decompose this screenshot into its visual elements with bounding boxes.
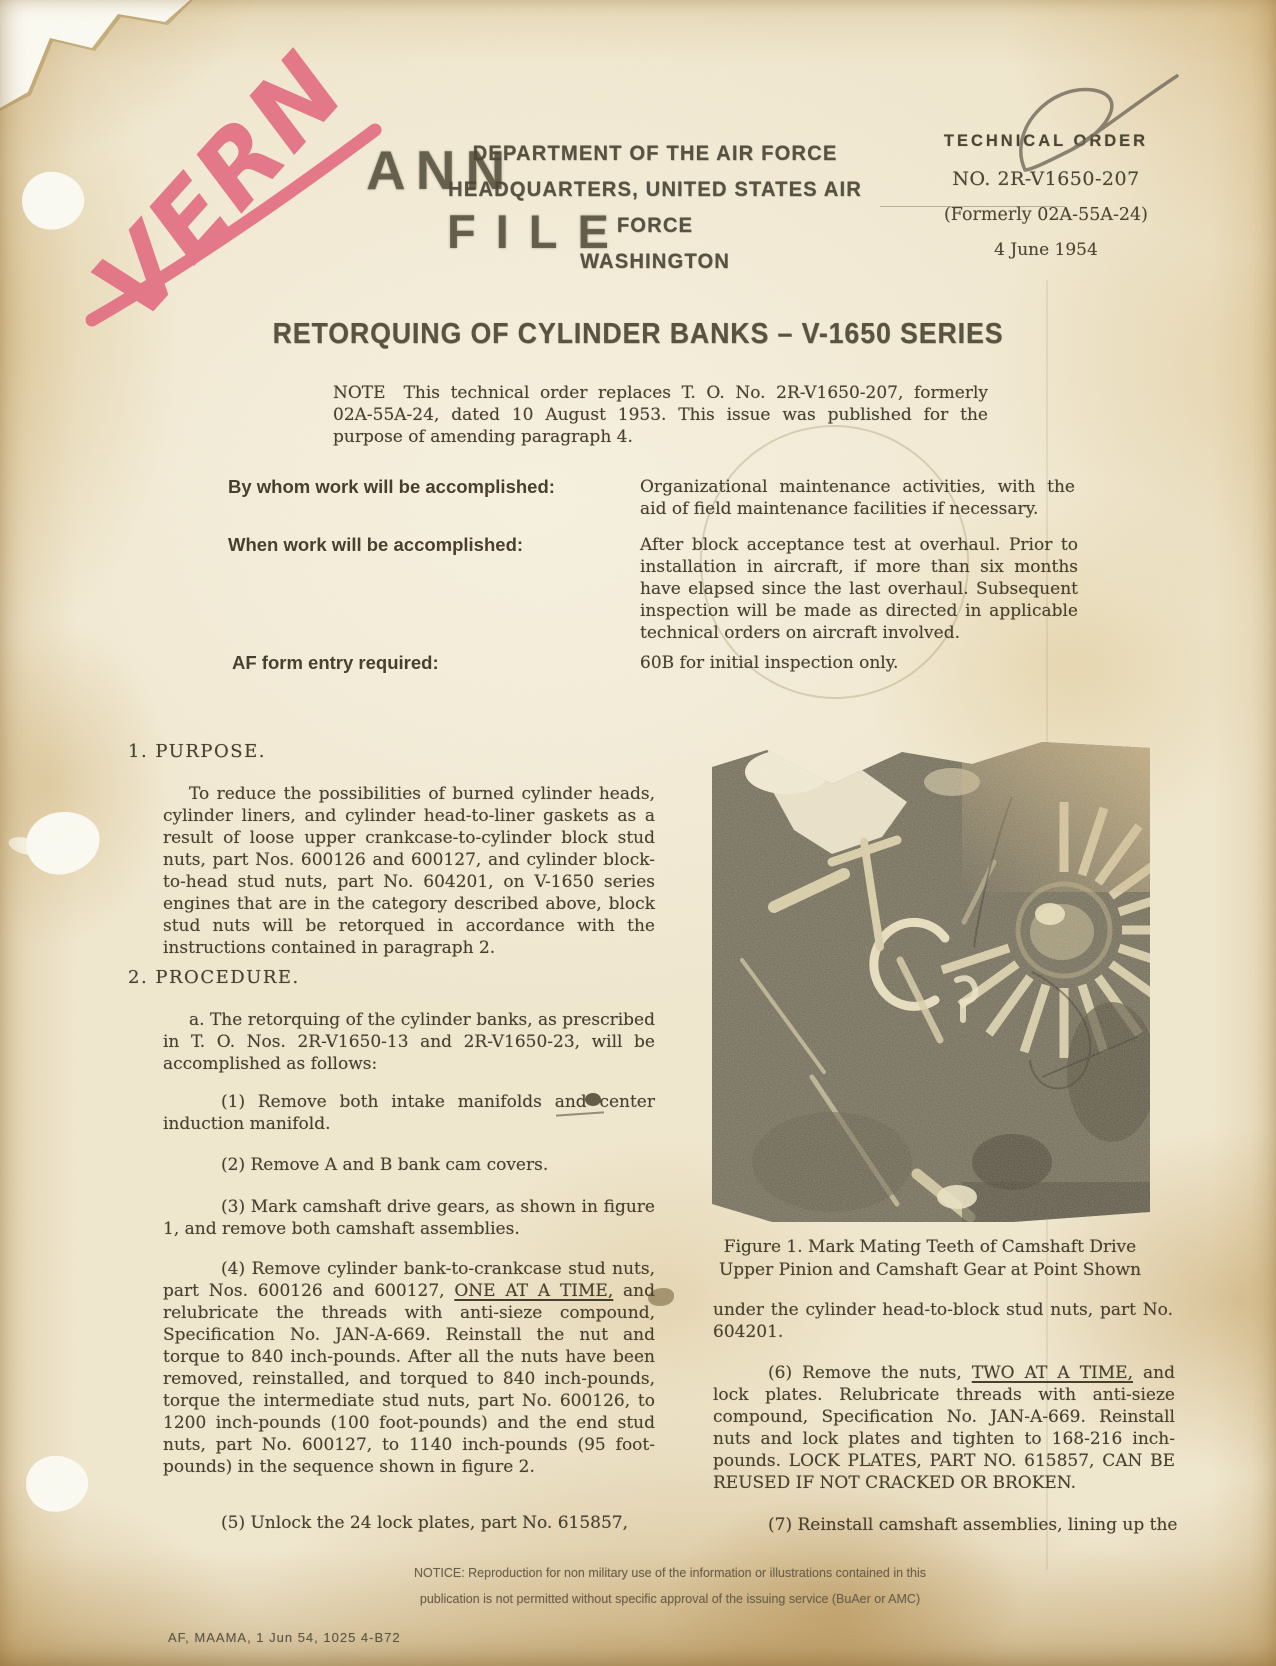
figure-1-photo: [712, 742, 1150, 1222]
procedure-step-7: (7) Reinstall camshaft assemblies, lining up the: [768, 1515, 1178, 1535]
technical-order-formerly: (Formerly 02A-55A-24): [943, 205, 1148, 225]
purpose-heading: 1. PURPOSE.: [128, 741, 266, 762]
procedure-step-2: (2) Remove A and B bank cam covers.: [221, 1155, 549, 1175]
punch-hole-bottom: [23, 1453, 91, 1515]
note-label: NOTE: [333, 383, 386, 403]
vern-text: VERN: [70, 30, 368, 343]
page-title: RETORQUING OF CYLINDER BANKS – V-1650 SERIES: [272, 318, 1004, 350]
procedure-intro: a. The retorquing of the cylinder banks, as prescribed in T. O. Nos. 2R-V1650-13 and 2R-V1650-23, will be accomplished as follows:: [163, 1010, 655, 1074]
letterhead: [429, 136, 880, 280]
procedure-step-3: (3) Mark camshaft drive gears, as shown in figure 1, and remove both camshaft assemblies.: [163, 1197, 655, 1239]
technical-order-label: TECHNICAL ORDER: [943, 132, 1149, 150]
info-label-when: When work will be accomplished:: [228, 534, 524, 555]
procedure-step-1: (1) Remove both intake manifolds and center induction manifold.: [163, 1092, 655, 1134]
notice-line-1: NOTICE: Reproduction for non military use of the information or illustrations contained in this: [413, 1566, 927, 1580]
letterhead-line-2: HEADQUARTERS, UNITED STATES AIR FORCE: [448, 178, 862, 237]
reproduction-notice: [360, 1560, 980, 1612]
figure-caption: [690, 1236, 1170, 1281]
pen-scribble: [1005, 70, 1195, 188]
procedure-heading: 2. PROCEDURE.: [128, 967, 300, 988]
file-stamp-file: FILE: [447, 205, 629, 258]
letterhead-line-3: WASHINGTON: [579, 250, 731, 273]
punch-hole-middle: [22, 807, 104, 879]
step-5-continuation: under the cylinder head-to-block stud nuts, part No. 604201.: [713, 1300, 1173, 1342]
info-label-af-form: AF form entry required:: [232, 652, 439, 673]
info-value-af-form: 60B for initial inspection only.: [640, 653, 899, 673]
print-imprint: AF, MAAMA, 1 Jun 54, 1025 4-B72: [168, 1630, 401, 1645]
purpose-paragraph: To reduce the possibilities of burned cylinder heads, cylinder liners, and cylinder head-to-liner gaskets as a result of loose upper crankcase-to-cylinder block stud nuts, part Nos. 600126 and 600127, and cylinder block-to-head stud nuts, part No. 604201, on V-1650 series engines that are in the category described above, block stud nuts will be retorqued in accordance with the instructions contained in paragraph 2.: [163, 784, 655, 958]
info-value-by-whom: Organizational maintenance activities, with the aid of field maintenance facilities if necessary.: [640, 477, 1075, 519]
step-4-text: (4) Remove cylinder bank-to-crankcase stud nuts, part Nos. 600126 and 600127,: [163, 1259, 655, 1301]
procedure-step-6: [713, 1362, 1175, 1494]
step-6-text: (6) Remove the nuts,: [768, 1363, 972, 1383]
step-6-underlined: TWO AT A TIME,: [971, 1363, 1133, 1383]
letterhead-line-1: DEPARTMENT OF THE AIR FORCE: [472, 142, 838, 165]
step-6-caps: LOCK PLATES, PART NO. 615857, CAN BE REUSED IF NOT CRACKED OR BROKEN.: [713, 1451, 1176, 1493]
note-paragraph: [333, 382, 988, 448]
handwritten-vern-marker: [30, 18, 400, 353]
step-4-text-cont: and relubricate the threads with anti-sieze compound, Specification No. JAN-A-669. Reinstall the nut and torque to 840 inch-pounds. After all the nuts have been removed, reinstalled, and torqued to 840 inch-pounds, torque the intermediate stud nuts, part No. 600126, to 1200 inch-pounds (100 foot-pounds) and the end stud nuts, part No. 600127, to 1140 inch-pounds (95 foot-pounds) in the sequence shown in figure 2.: [163, 1281, 655, 1477]
info-value-when: After block acceptance test at overhaul. Prior to installation in aircraft, if more than six months have elapsed since the last overhaul. Subsequent inspection will be made as directed in applicable technical orders on aircraft involved.: [640, 535, 1078, 643]
figure-caption-line-2: Upper Pinion and Camshaft Gear at Point Shown: [718, 1259, 1142, 1280]
info-label-by-whom: By whom work will be accomplished:: [228, 476, 555, 497]
step-6-text-cont: and lock plates. Relubricate threads with anti-sieze compound, Specification No. JAN-A-669. Reinstall nuts and lock plates and tighten to 168-216 inch-pounds.: [713, 1363, 1175, 1471]
technical-order-date: 4 June 1954: [994, 240, 1098, 260]
technical-order-number: NO. 2R-V1650-207: [952, 168, 1140, 190]
note-body: This technical order replaces T. O. No. 2R-V1650-207, formerly 02A-55A-24, dated 10 August 1953. This issue was published for the purpose of amending paragraph 4.: [333, 383, 988, 447]
figure-caption-line-1: Figure 1. Mark Mating Teeth of Camshaft Drive: [723, 1237, 1137, 1257]
step-4-underlined: ONE AT A TIME,: [454, 1281, 614, 1301]
photo-grain: [712, 742, 1150, 1222]
procedure-step-4: [163, 1258, 655, 1478]
notice-line-2: publication is not permitted without specific approval of the issuing service (BuAer or AMC): [419, 1592, 921, 1606]
procedure-step-5: (5) Unlock the 24 lock plates, part No. 615857,: [221, 1513, 629, 1533]
file-stamp-ann: ANN: [366, 139, 516, 201]
